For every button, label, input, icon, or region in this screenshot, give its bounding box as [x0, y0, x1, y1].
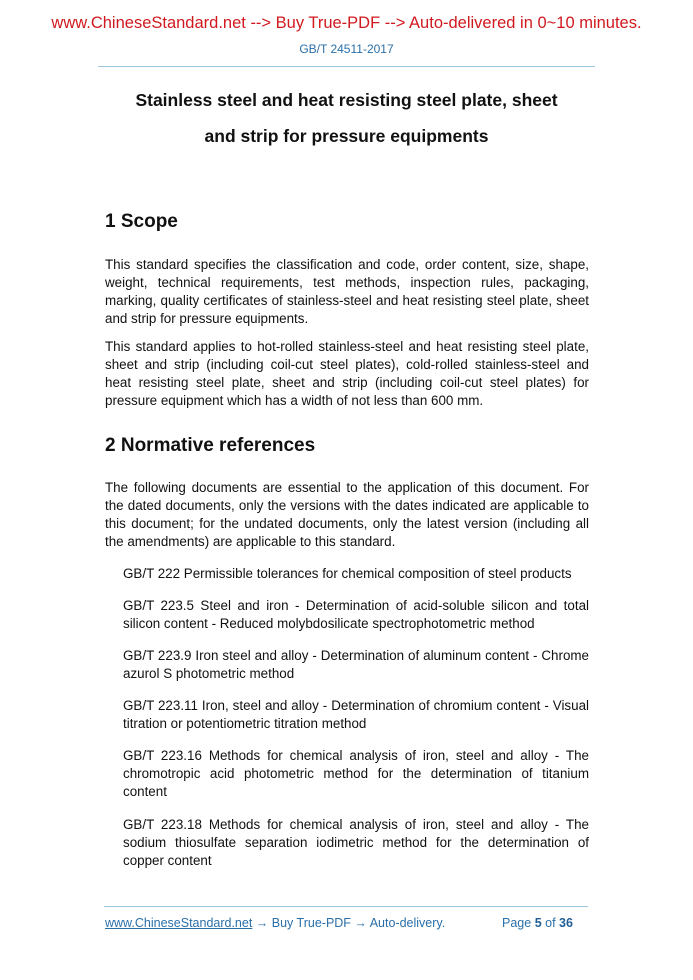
footer-divider [104, 906, 588, 907]
title-line-1: Stainless steel and heat resisting steel plate, sheet [135, 90, 558, 110]
section-heading: 2 Normative references [105, 435, 316, 456]
reference-item: GB/T 223.18 Methods for chemical analysis of iron, steel and alloy - The sodium thiosulfate separation iodimetric method for the determination of copper content [123, 817, 589, 868]
site-link[interactable]: www.ChineseStandard.net [105, 916, 253, 930]
paragraph: The following documents are essential to the application of this document. For the dated documents, only the versions with the dates indicated are applicable to this document; for the undated documents, only the latest version (including all the amendments) are applicable to this standard. [105, 480, 589, 549]
header-divider [98, 66, 595, 67]
promo-banner: www.ChineseStandard.net --> Buy True-PDF --> Auto-delivered in 0~10 minutes. [51, 14, 642, 32]
page-indicator [502, 916, 573, 930]
section-heading: 1 Scope [105, 211, 178, 232]
page-total: 36 [559, 916, 573, 930]
paragraph: This standard specifies the classification and code, order content, size, shape, weight, technical requirements, test methods, inspection rules, packaging, marking, quality certificates of stainless-steel and heat resisting steel plate, sheet and strip for pressure equipments. [105, 257, 589, 326]
of-label: of [545, 916, 556, 930]
document-code: GB/T 24511-2017 [299, 42, 394, 56]
footer-text: → Buy True-PDF → Auto-delivery. [252, 916, 446, 930]
document-title [80, 82, 613, 154]
paragraph: This standard applies to hot-rolled stainless-steel and heat resisting steel plate, sheet and strip (including coil-cut steel plates), cold-rolled stainless-steel and heat resisting steel plate, sheet and strip (including coil-cut steel plates) for pressure equipment which has a width of not less than 600 mm. [105, 339, 589, 408]
reference-item: GB/T 223.5 Steel and iron - Determination of acid-soluble silicon and total silicon content - Reduced molybdosilicate spectrophotometric method [123, 598, 589, 631]
title-line-2: and strip for pressure equipments [204, 126, 489, 146]
page-number: 5 [534, 916, 542, 930]
footer-promo [105, 916, 445, 930]
reference-item: GB/T 223.9 Iron steel and alloy - Determination of aluminum content - Chrome azurol S photometric method [123, 648, 589, 681]
reference-item: GB/T 223.11 Iron, steel and alloy - Determination of chromium content - Visual titration or potentiometric titration method [123, 698, 589, 731]
page-label: Page [502, 916, 532, 930]
reference-item: GB/T 222 Permissible tolerances for chemical composition of steel products [123, 566, 572, 581]
reference-item: GB/T 223.16 Methods for chemical analysis of iron, steel and alloy - The chromotropic acid photometric method for the determination of titanium content [123, 748, 589, 799]
